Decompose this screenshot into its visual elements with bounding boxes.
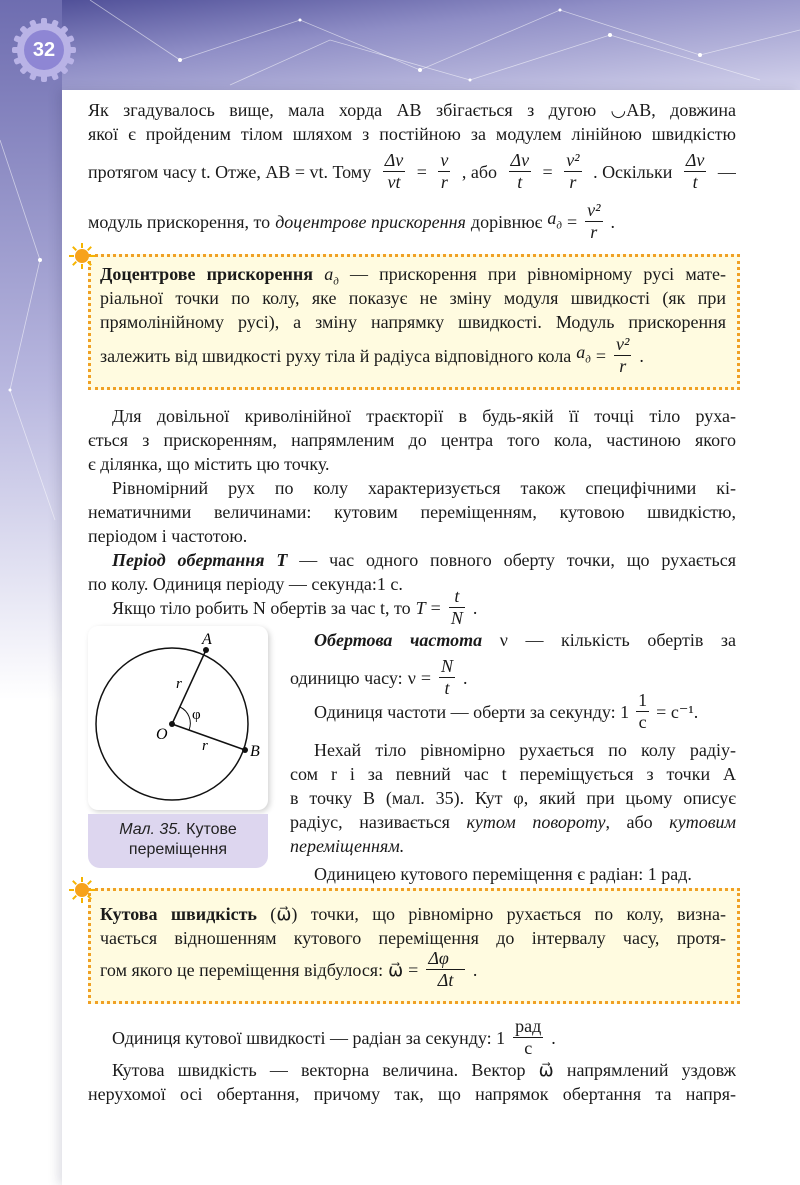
symbol-ad: $a_д$	[547, 207, 562, 232]
dot: .	[551, 1027, 556, 1048]
label-r: r	[176, 676, 182, 692]
text-line: якої є пройденим тілом шляхом з постійною за модулем лінійною швидкістю	[88, 124, 736, 144]
text-segment: гом якого це переміщення відбулося:	[100, 959, 384, 980]
text-line: Обертова частота ν — кількість обертів за	[314, 630, 737, 650]
point-O	[169, 721, 175, 727]
period-formula-line	[112, 586, 477, 629]
text-segment: . Оскільки	[593, 161, 673, 182]
text-segment: протягом часу t. Отже, AB = vt. Тому	[88, 161, 372, 182]
fraction-dphi-dt: $\frac{\Delta\varphi⃗}{\Delta t}$	[428, 948, 463, 990]
vector-paragraph	[88, 1058, 736, 1106]
formula-line-box1	[100, 334, 644, 377]
text-segment: дорівнює	[470, 211, 543, 232]
fraction-v2-r: $\frac{\text{v²}}{r}$	[566, 150, 580, 192]
label-phi: φ	[192, 707, 201, 723]
dot: .	[472, 597, 478, 618]
label-r: r	[202, 738, 208, 754]
text-segment: Якщо тіло робить N обертів за час t, то	[112, 597, 411, 618]
fraction-dv-vt: $\frac{\Delta v}{vt}$	[384, 150, 404, 192]
text-line: переміщенням.	[290, 836, 405, 856]
label-O: O	[156, 726, 168, 743]
fraction-dv-t-2: Δv t	[685, 150, 705, 192]
text-line: Кутова швидкість (ω⃗) точки, що рівномірно рухається по колу, визна-	[100, 904, 726, 924]
text-segment: Одиниця кутової швидкості — радіан за секунду: 1	[112, 1027, 506, 1048]
text-line: нерухомої осі обертання, причому так, що напрямок обертання та напря-	[88, 1084, 736, 1104]
text-line: Для довільної криволінійної траєкторії в будь-якій її точці тіло руха-	[112, 406, 736, 426]
curvilinear-paragraph	[88, 404, 736, 596]
equals-sign: =	[595, 345, 607, 366]
text-line: радіус, називається кутом повороту, або кутовим	[290, 812, 736, 832]
symbol-nu: ν	[407, 667, 416, 688]
sun-icon	[68, 876, 96, 904]
text-line: по колу. Одиниця періоду — секунда:1 с.	[88, 574, 403, 594]
text-line: чається відношенням кутового переміщення до інтервалу часу, протя-	[100, 928, 726, 948]
equals-sign: =	[416, 161, 427, 182]
equals-sign: =	[430, 597, 441, 618]
dot: .	[639, 345, 644, 366]
figure-35	[88, 626, 268, 810]
text-line: є ділянка, що містить цю точку.	[88, 454, 330, 474]
fraction-v2-r-4: $\frac{\text{v²}}{r}$	[616, 334, 630, 376]
fraction-v-r: $\frac{v}{r}$	[440, 150, 449, 192]
text-segment: одиницю часу:	[290, 667, 403, 688]
formula-line-box2	[100, 948, 477, 991]
text-line: періодом і частотою.	[88, 526, 248, 546]
sun-icon	[68, 242, 96, 270]
fraction-N-t: $\frac{N}{t}$	[440, 656, 453, 698]
symbol-T: T	[415, 597, 426, 618]
text-segment: модуль прискорення, то	[88, 211, 271, 232]
angular-unit-line	[112, 1016, 556, 1059]
text-line: в точку B (мал. 35). Кут φ, який при цьому описує	[290, 788, 736, 808]
formula-line-modul	[88, 200, 615, 243]
intro-paragraph	[88, 98, 736, 146]
fraction-dv-t: $\frac{\Delta v}{t}$	[510, 150, 530, 192]
page-number: 32	[32, 38, 56, 61]
circle-diagram	[88, 626, 268, 810]
text-line: ріальної точки по колу, яке показує не зміну модуля швидкості (як при	[100, 288, 726, 308]
italic-term: доцентрове прискорення	[275, 211, 466, 232]
caption-text: Кутове	[186, 821, 237, 838]
text-line: Як згадувалось вище, мала хорда AB збігається з дугою ◡AB, довжина	[88, 100, 736, 120]
caption-number: Мал. 35.	[119, 821, 182, 838]
equals-sign: =	[408, 959, 419, 980]
text-segment: = с⁻¹.	[656, 701, 699, 722]
figure-caption	[88, 814, 268, 868]
fraction-1-s: 1 с	[638, 690, 648, 732]
dot: .	[472, 959, 478, 980]
equals-sign: =	[420, 667, 431, 688]
text-segment: залежить від швидкості руху тіла й радіуса відповідного кола	[100, 345, 572, 366]
dot: .	[463, 667, 468, 688]
text-line: ється з прискоренням, напрямленим до центра того кола, частиною якого	[88, 430, 736, 450]
text-line: Доцентрове прискорення $a_д$ — прискорення при рівномірному русі мате-	[100, 264, 727, 288]
text-segment: Одиниця частоти — оберти за секунду: 1	[314, 701, 630, 722]
text-segment: , або	[461, 161, 498, 182]
frequency-unit-line	[314, 690, 698, 733]
text-line: Одиницею кутового переміщення є радіан: 1 рад.	[314, 864, 692, 884]
text-line: прямолінійному русі), а зміну напрямку швидкості. Модуль прискорення	[100, 312, 726, 332]
text-line: Період обертання T — час одного повного оберту точки, що рухається	[112, 550, 736, 570]
dash: —	[717, 161, 736, 182]
fraction-v2-r-3: $\frac{\text{v²}}{r}$	[587, 200, 601, 242]
dot: .	[610, 211, 615, 232]
text-line: Рівномірний рух по колу характеризується також специфічними кі-	[112, 478, 736, 498]
equals-sign: =	[566, 211, 578, 232]
point-B	[242, 747, 248, 753]
caption-text: переміщення	[128, 841, 228, 858]
definition-angular-velocity	[100, 902, 726, 950]
equals-sign: =	[542, 161, 553, 182]
text-line: сом r і за певний час t переміщується з точки A	[290, 764, 736, 784]
angle-paragraph	[290, 738, 736, 886]
formula-line-tomu	[88, 150, 736, 193]
fraction-t-N: $\frac{t}{N}$	[450, 586, 463, 628]
definition-centripetal	[100, 262, 726, 334]
label-B: B	[250, 743, 260, 760]
text-line: Кутова швидкість — векторна величина. Вектор ω⃗ напрямлений уздовж	[112, 1060, 736, 1080]
frequency-paragraph	[290, 628, 736, 652]
text-line: Нехай тіло рівномірно рухається по колу радіу-	[314, 740, 736, 760]
label-A: A	[202, 631, 212, 648]
symbol-ad: $a_д$	[576, 341, 591, 366]
angle-arc	[180, 707, 190, 730]
radius-OB	[172, 724, 245, 750]
text-line: нематичними величинами: кутовим переміщенням, кутовою швидкістю,	[88, 502, 736, 522]
symbol-omega: ω⃗	[388, 959, 404, 980]
fraction-rad-s: рад с	[515, 1016, 542, 1058]
